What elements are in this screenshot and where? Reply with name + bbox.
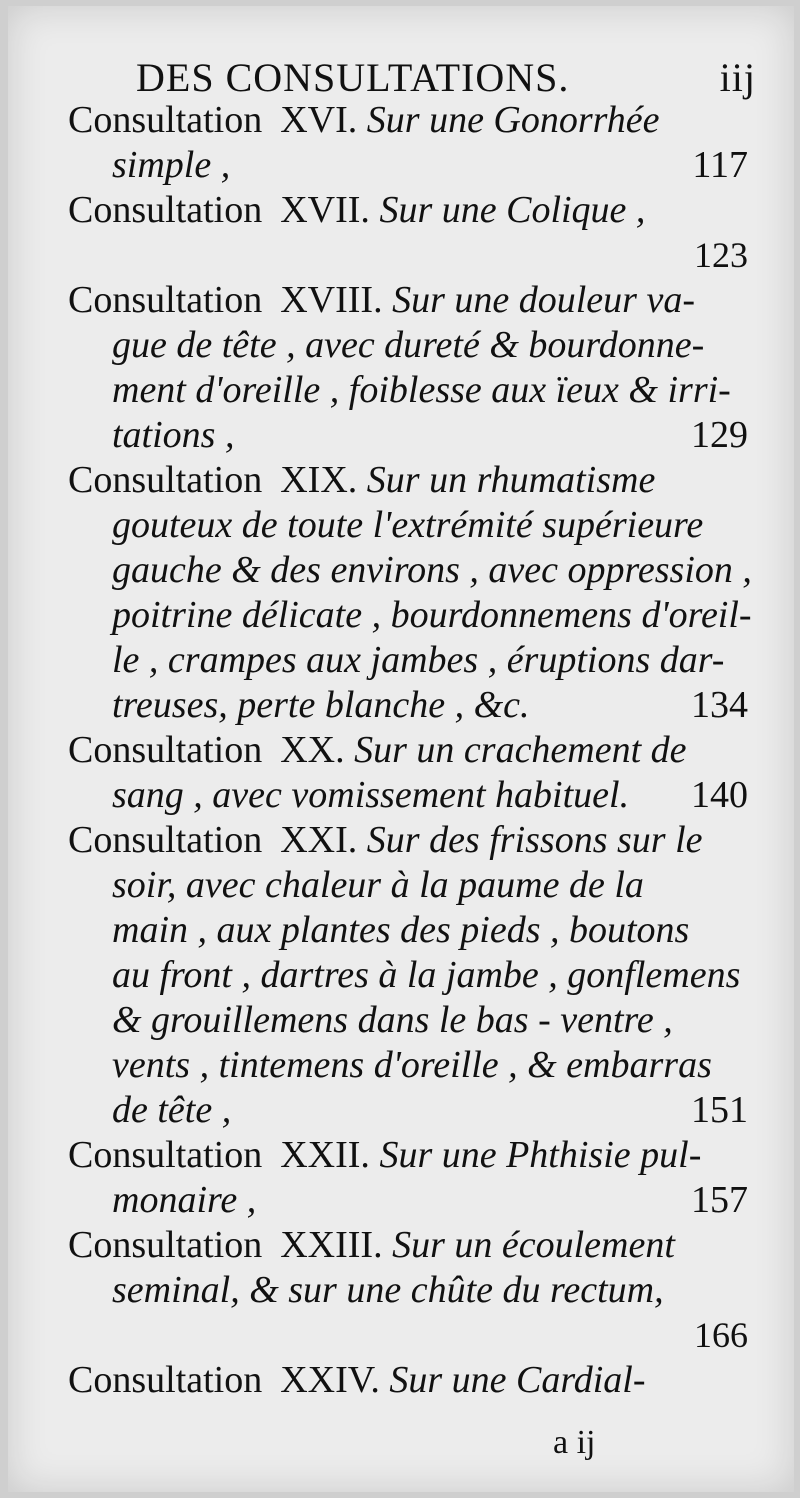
toc-line: [68, 188, 748, 233]
entry-text: poitrine délicate , bourdonnemens d'oreil-: [112, 594, 752, 636]
entry-text: Sur un rhumatisme: [366, 459, 656, 501]
toc-line: [68, 143, 748, 188]
entry-text: seminal, & sur une chûte du rectum,: [112, 1269, 664, 1311]
entry-text: sang , avec vomissement habituel.: [112, 774, 630, 816]
entry-text: au front , dartres à la jambe , gonflemens: [112, 954, 741, 996]
toc-entry: [68, 278, 748, 458]
toc-line: [68, 548, 752, 593]
consultation-label: Consultation: [68, 1359, 263, 1401]
toc-line: [68, 1358, 748, 1403]
table-of-contents: [68, 98, 752, 1403]
consultation-label: Consultation: [68, 1134, 263, 1176]
toc-entry: [68, 188, 748, 278]
toc-line: [68, 1178, 748, 1223]
toc-line: [68, 1043, 748, 1088]
consultation-number: XXII.: [280, 1134, 370, 1176]
toc-line: [68, 413, 748, 458]
header-title: DES CONSULTATIONS.: [136, 55, 570, 100]
header-page-number: iij: [719, 55, 756, 100]
consultation-number: XX.: [280, 729, 345, 771]
toc-entry: [68, 1358, 748, 1403]
toc-line: [68, 638, 748, 683]
entry-text: simple ,: [112, 144, 231, 186]
consultation-number: XIX.: [280, 459, 358, 501]
toc-line: [68, 863, 748, 908]
entry-text: de tête ,: [112, 1089, 232, 1131]
toc-line: [68, 683, 748, 728]
toc-entry: [68, 458, 752, 728]
toc-line: [68, 1313, 748, 1358]
toc-line: [68, 98, 748, 143]
consultation-label: Consultation: [68, 459, 263, 501]
toc-line: [68, 233, 748, 278]
toc-entry: [68, 728, 748, 818]
consultation-label: Consultation: [68, 279, 263, 321]
consultation-label: Consultation: [68, 1224, 263, 1266]
toc-line: [68, 458, 748, 503]
toc-entry: [68, 818, 748, 1133]
entry-text: soir, avec chaleur à la paume de la: [112, 864, 644, 906]
toc-line: [68, 818, 748, 863]
entry-text: Sur une Colique ,: [379, 189, 646, 231]
entry-text: treuses, perte blanche , &c.: [112, 684, 530, 726]
entry-text: gouteux de toute l'extrémité supérieure: [112, 504, 704, 546]
entry-text: tations ,: [112, 414, 235, 456]
entry-text: Sur une Gonorrhée: [366, 99, 660, 141]
entry-text: vents , tintemens d'oreille , & embarras: [112, 1044, 712, 1086]
toc-line: [68, 503, 748, 548]
toc-line: [68, 278, 748, 323]
page-reference: 117: [692, 144, 748, 186]
entry-text: Sur un écoulement: [392, 1224, 675, 1266]
consultation-label: Consultation: [68, 99, 263, 141]
toc-entry: [68, 98, 748, 188]
toc-line: [68, 593, 752, 638]
book-page: [8, 6, 794, 1492]
entry-text: gue de tête , avec dureté & bourdonne-: [112, 324, 705, 366]
toc-line: [68, 773, 748, 818]
consultation-number: XXIII.: [280, 1224, 383, 1266]
entry-text: Sur des frissons sur le: [366, 819, 703, 861]
entry-text: main , aux plantes des pieds , boutons: [112, 909, 690, 951]
entry-text: Sur une douleur va-: [392, 279, 695, 321]
entry-text: monaire ,: [112, 1179, 257, 1221]
toc-line: [68, 368, 748, 413]
page-reference: 134: [691, 684, 748, 726]
page-reference: 151: [691, 1089, 748, 1131]
entry-text: le , crampes aux jambes , éruptions dar-: [112, 639, 725, 681]
entry-text: & grouillemens dans le bas - ventre ,: [112, 999, 673, 1041]
entry-text: gauche & des environs , avec oppression ,: [112, 549, 752, 591]
toc-line: [68, 1223, 748, 1268]
consultation-label: Consultation: [68, 729, 263, 771]
entry-text: ment d'oreille , foiblesse aux ïeux & irri-: [112, 369, 731, 411]
toc-line: [68, 1088, 748, 1133]
consultation-label: Consultation: [68, 189, 263, 231]
consultation-number: XXIV.: [280, 1359, 380, 1401]
consultation-number: XVII.: [280, 189, 370, 231]
page-reference: 129: [691, 414, 748, 456]
page-reference: 140: [691, 774, 748, 816]
toc-line: [68, 728, 748, 773]
consultation-number: XVIII.: [280, 279, 383, 321]
consultation-number: XVI.: [280, 99, 358, 141]
consultation-label: Consultation: [68, 819, 263, 861]
toc-line: [68, 998, 748, 1043]
page-reference: 166: [694, 1315, 748, 1355]
toc-line: [68, 953, 748, 998]
page-reference: 157: [691, 1179, 748, 1221]
entry-text: Sur une Phthisie pul-: [379, 1134, 702, 1176]
entry-text: Sur un crachement de: [354, 729, 687, 771]
toc-line: [68, 323, 748, 368]
toc-line: [68, 1268, 748, 1313]
entry-text: Sur une Cardial-: [389, 1359, 646, 1401]
toc-entry: [68, 1223, 748, 1358]
signature-mark: a ij: [553, 1424, 596, 1461]
page-reference: 123: [694, 235, 748, 275]
toc-entry: [68, 1133, 748, 1223]
consultation-number: XXI.: [280, 819, 358, 861]
toc-line: [68, 908, 748, 953]
toc-line: [68, 1133, 748, 1178]
